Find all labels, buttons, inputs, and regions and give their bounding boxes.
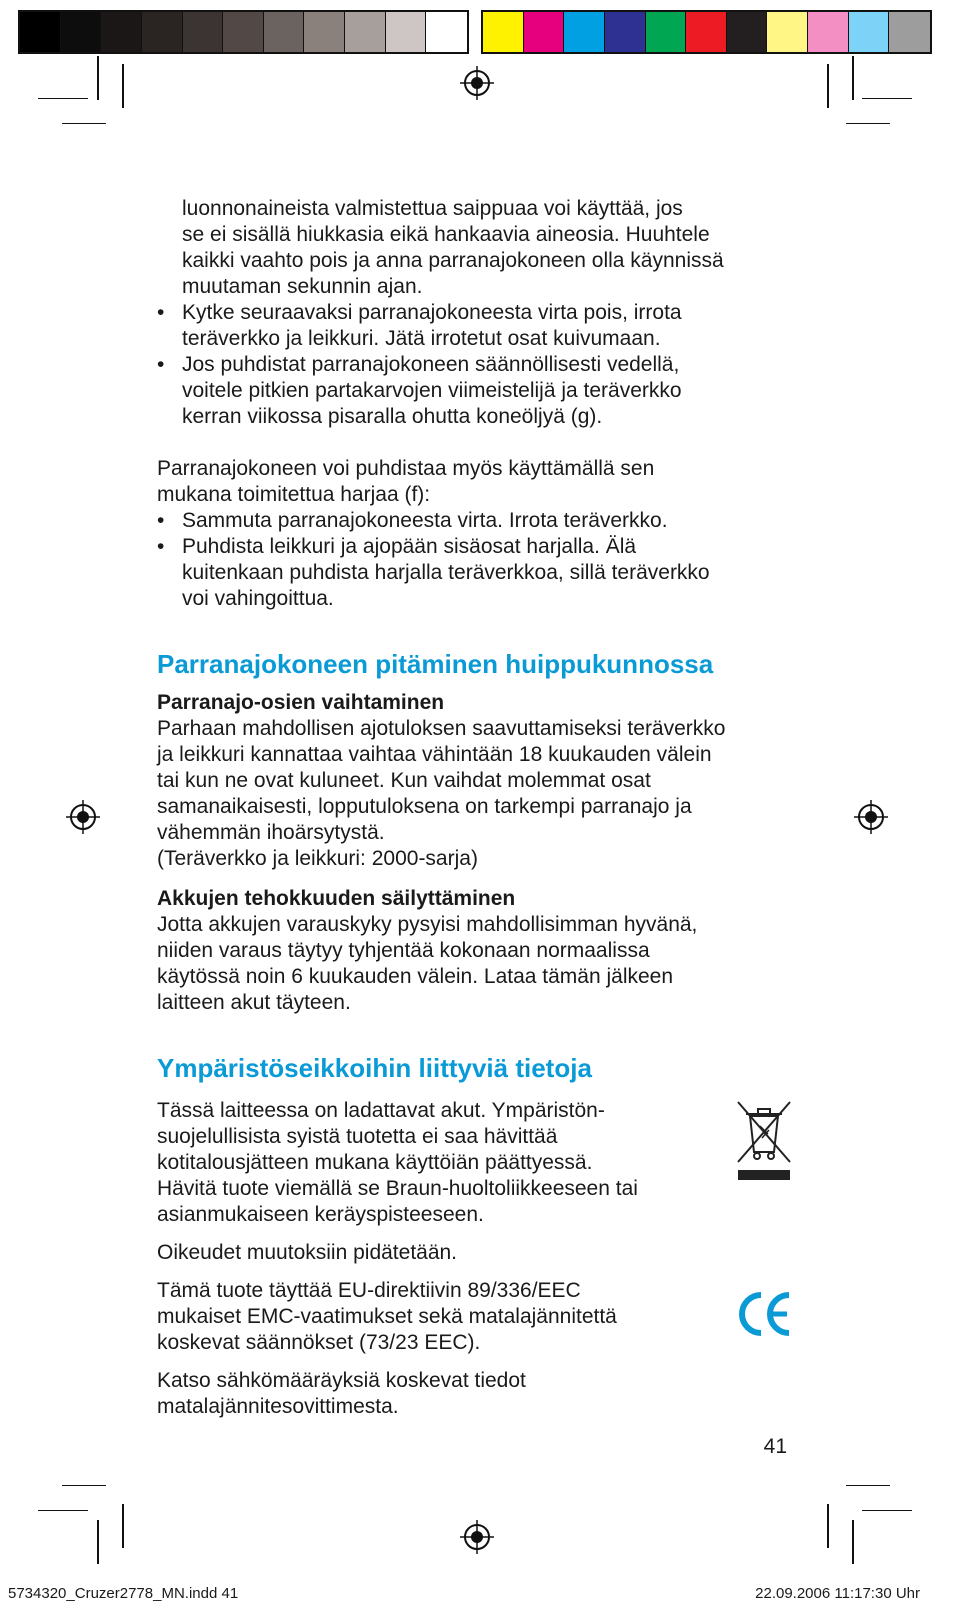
text-line: ja leikkuri kannattaa vaihtaa vähintään 18 kuukauden välein bbox=[157, 743, 712, 766]
color-swatch bbox=[101, 12, 142, 52]
text-line: Parranajokoneen voi puhdistaa myös käyttämällä sen bbox=[157, 457, 655, 480]
adapter-paragraph bbox=[157, 1368, 797, 1420]
registration-mark-icon bbox=[460, 66, 494, 100]
registration-mark-icon bbox=[854, 800, 888, 834]
text-line: Parhaan mahdollisen ajotuloksen saavuttamiseksi teräverkko bbox=[157, 717, 726, 740]
color-swatch bbox=[849, 12, 890, 52]
crop-mark bbox=[122, 64, 124, 108]
color-swatch bbox=[524, 12, 565, 52]
text-line: kerran viikossa pisaralla ohutta koneöljyä (g). bbox=[182, 405, 603, 428]
section-heading: Parranajokoneen pitäminen huippukunnossa bbox=[157, 649, 714, 679]
text-line: voi vahingoittua. bbox=[182, 587, 334, 610]
list-item bbox=[157, 300, 797, 352]
crop-mark bbox=[827, 1504, 829, 1548]
section-heading: Ympäristöseikkoihin liittyviä tietoja bbox=[157, 1053, 592, 1083]
text-line: kuitenkaan puhdista harjalla teräverkkoa, sillä teräverkko bbox=[182, 561, 710, 584]
list-item bbox=[157, 352, 797, 430]
text-line: kotitalousjätteen mukana käyttöiän päättyessä. bbox=[157, 1151, 593, 1174]
rights-notice: Oikeudet muutoksiin pidätetään. bbox=[157, 1241, 458, 1264]
environment-paragraph bbox=[157, 1098, 797, 1228]
text-line: vähemmän ihoärsytystä. bbox=[157, 821, 385, 844]
text-line: Jotta akkujen varauskyky pysyisi mahdollisimman hyvänä, bbox=[157, 913, 698, 936]
crop-mark bbox=[846, 123, 890, 124]
crop-mark bbox=[862, 98, 912, 99]
footer-timestamp: 22.09.2006 11:17:30 Uhr bbox=[755, 1585, 920, 1602]
eu-paragraph bbox=[157, 1278, 797, 1356]
text-line: Hävitä tuote viemällä se Braun-huoltoliikkeeseen tai bbox=[157, 1177, 638, 1200]
text-line: • Puhdista leikkuri ja ajopään sisäosat harjalla. Älä bbox=[182, 535, 637, 558]
color-swatch bbox=[646, 12, 687, 52]
color-swatch bbox=[564, 12, 605, 52]
list-item bbox=[157, 534, 797, 612]
text-line: kaikki vaahto pois ja anna parranajokoneen olla käynnissä bbox=[182, 249, 724, 272]
crossed-bin-icon bbox=[736, 1100, 792, 1184]
color-swatch bbox=[426, 12, 467, 52]
color-swatch bbox=[61, 12, 102, 52]
crop-mark bbox=[62, 123, 106, 124]
text-line: • Jos puhdistat parranajokoneen säännöllisesti vedellä, bbox=[182, 353, 680, 376]
crop-mark bbox=[97, 56, 99, 100]
subsection-heading: Parranajo-osien vaihtaminen bbox=[157, 691, 445, 714]
intro-paragraph bbox=[157, 196, 797, 300]
registration-mark-icon bbox=[460, 1520, 494, 1554]
crop-mark bbox=[846, 1485, 890, 1486]
page-number: 41 bbox=[763, 1435, 787, 1458]
text-line: • Kytke seuraavaksi parranajokoneesta virta pois, irrota bbox=[182, 301, 682, 324]
crop-mark bbox=[62, 1485, 106, 1486]
grayscale-calibration-bar bbox=[18, 10, 469, 54]
text-line: Katso sähkömääräyksiä koskevat tiedot bbox=[157, 1369, 526, 1392]
color-swatch bbox=[767, 12, 808, 52]
crop-mark bbox=[38, 1510, 88, 1511]
crop-mark bbox=[827, 64, 829, 108]
text-line: (Teräverkko ja leikkuri: 2000-sarja) bbox=[157, 847, 478, 870]
registration-mark-icon bbox=[66, 800, 100, 834]
crop-mark bbox=[97, 1520, 99, 1564]
text-line: Tämä tuote täyttää EU-direktiivin 89/336/EEC bbox=[157, 1279, 581, 1302]
subsection-heading: Akkujen tehokkuuden säilyttäminen bbox=[157, 887, 516, 910]
color-swatch bbox=[304, 12, 345, 52]
text-line: • Sammuta parranajokoneesta virta. Irrota teräverkko. bbox=[182, 509, 668, 532]
crop-mark bbox=[862, 1510, 912, 1511]
text-line: käytössä noin 6 kuukauden välein. Lataa tämän jälkeen bbox=[157, 965, 674, 988]
color-swatch bbox=[142, 12, 183, 52]
page-body bbox=[157, 196, 797, 1420]
brush-paragraph bbox=[157, 456, 797, 508]
text-line: teräverkko ja leikkuri. Jätä irrotetut osat kuivumaan. bbox=[182, 327, 661, 350]
ce-mark-icon bbox=[735, 1290, 795, 1338]
text-line: mukaiset EMC-vaatimukset sekä matalajännitettä bbox=[157, 1305, 617, 1328]
color-swatch bbox=[605, 12, 646, 52]
text-line: voitele pitkien partakarvojen viimeistelijä ja teräverkko bbox=[182, 379, 682, 402]
text-line: Tässä laitteessa on ladattavat akut. Ympäristön- bbox=[157, 1099, 605, 1122]
text-line: niiden varaus täytyy tyhjentää kokonaan normaalissa bbox=[157, 939, 650, 962]
color-swatch bbox=[686, 12, 727, 52]
color-swatch bbox=[808, 12, 849, 52]
color-swatch bbox=[386, 12, 427, 52]
text-line: laitteen akut täyteen. bbox=[157, 991, 351, 1014]
text-line: tai kun ne ovat kuluneet. Kun vaihdat molemmat osat bbox=[157, 769, 651, 792]
color-calibration-bar bbox=[481, 10, 932, 54]
crop-mark bbox=[122, 1504, 124, 1548]
color-swatch bbox=[264, 12, 305, 52]
color-swatch bbox=[345, 12, 386, 52]
crop-mark bbox=[852, 56, 854, 100]
footer-file-info: 5734320_Cruzer2778_MN.indd 41 bbox=[8, 1585, 239, 1602]
text-line: muutaman sekunnin ajan. bbox=[182, 275, 423, 298]
text-line: asianmukaiseen keräyspisteeseen. bbox=[157, 1203, 484, 1226]
color-swatch bbox=[889, 12, 930, 52]
text-line: suojelullisista syistä tuotetta ei saa hävittää bbox=[157, 1125, 558, 1148]
color-swatch bbox=[223, 12, 264, 52]
color-swatch bbox=[20, 12, 61, 52]
text-line: samanaikaisesti, lopputuloksena on tarkempi parranajo ja bbox=[157, 795, 692, 818]
text-line: koskevat säännökset (73/23 EEC). bbox=[157, 1331, 481, 1354]
crop-mark bbox=[38, 98, 88, 99]
text-line: matalajännitesovittimesta. bbox=[157, 1395, 399, 1418]
text-line: se ei sisällä hiukkasia eikä hankaavia aineosia. Huuhtele bbox=[182, 223, 710, 246]
color-swatch bbox=[483, 12, 524, 52]
list-item bbox=[157, 508, 797, 534]
text-line: luonnonaineista valmistettua saippuaa voi käyttää, jos bbox=[182, 197, 683, 220]
color-swatch bbox=[183, 12, 224, 52]
crop-mark bbox=[852, 1520, 854, 1564]
text-line: mukana toimitettua harjaa (f): bbox=[157, 483, 431, 506]
color-swatch bbox=[727, 12, 768, 52]
